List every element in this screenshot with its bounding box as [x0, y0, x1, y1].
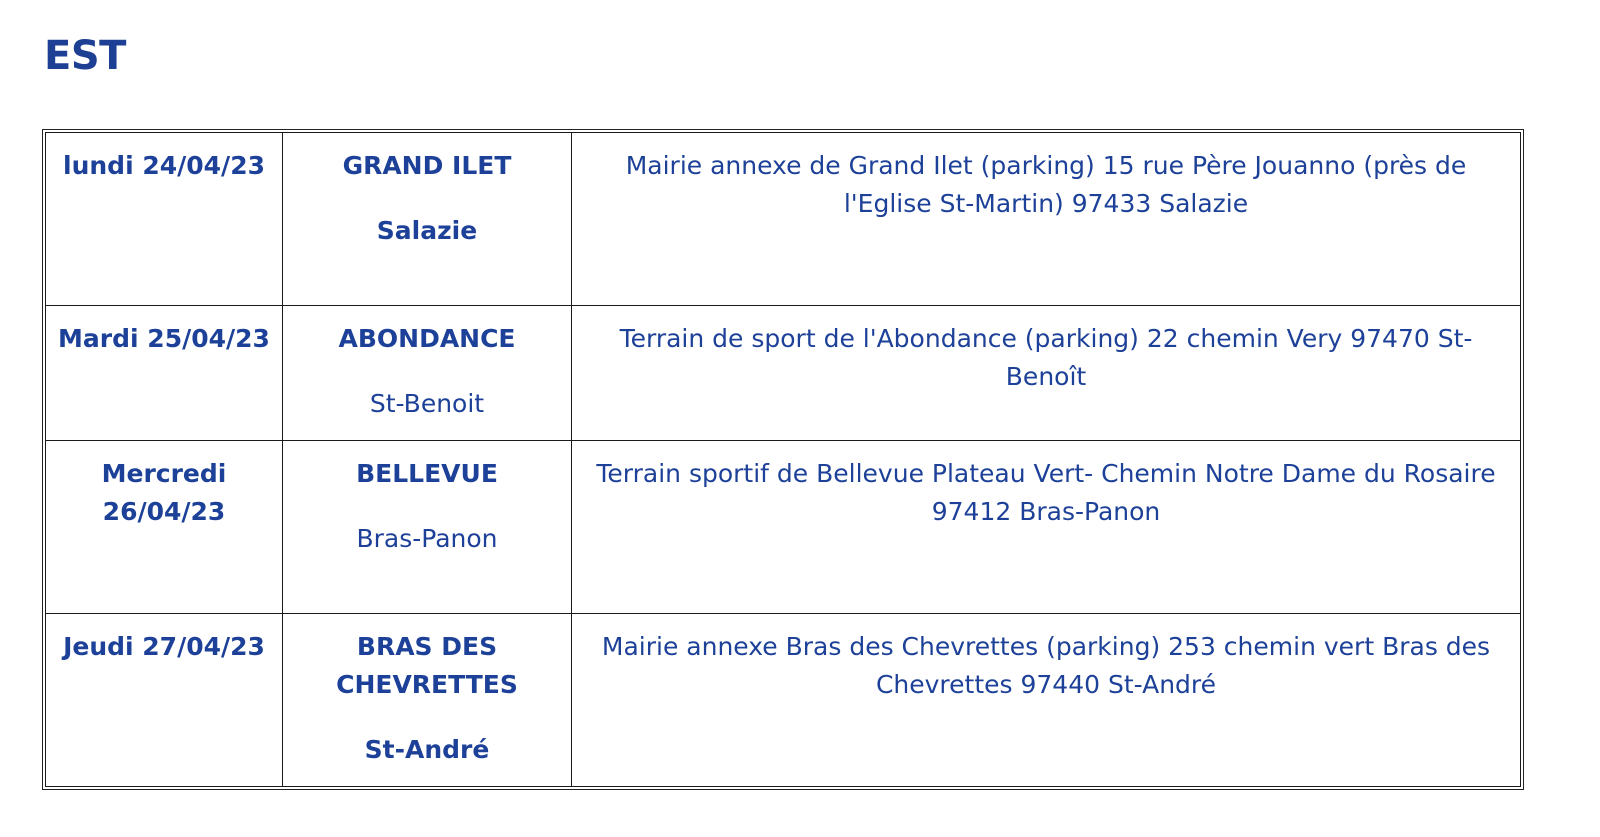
date-text: Jeudi 27/04/23 [63, 632, 265, 661]
address-text: Terrain de sport de l'Abondance (parking) 22 chemin Very 97470 St-Benoît [619, 324, 1473, 391]
table-row [46, 441, 1521, 614]
place-name: ABONDANCE [338, 324, 516, 353]
date-cell [46, 306, 283, 441]
table-row [46, 133, 1521, 306]
address-cell [572, 614, 1521, 787]
address-text: Mairie annexe de Grand Ilet (parking) 15 rue Père Jouanno (près de l'Eglise St-Martin) 97433 Salazie [625, 151, 1467, 218]
schedule-table [45, 132, 1521, 787]
date-cell [46, 614, 283, 787]
page-title: EST [44, 33, 126, 79]
date-text: Mercredi 26/04/23 [101, 459, 227, 526]
commune-name: St-André [364, 735, 490, 764]
place-name: BRAS DES CHEVRETTES [336, 632, 518, 699]
place-cell [283, 306, 572, 441]
address-text: Terrain sportif de Bellevue Plateau Vert- Chemin Notre Dame du Rosaire 97412 Bras-Panon [596, 459, 1496, 526]
address-cell [572, 306, 1521, 441]
schedule-table-frame [42, 129, 1524, 790]
date-text: Mardi 25/04/23 [58, 324, 270, 353]
commune-name: Salazie [376, 216, 478, 245]
address-cell [572, 133, 1521, 306]
commune-name: Bras-Panon [356, 524, 498, 553]
place-cell [283, 614, 572, 787]
date-cell [46, 133, 283, 306]
table-row [46, 614, 1521, 787]
place-name: GRAND ILET [342, 151, 512, 180]
place-cell [283, 441, 572, 614]
table-row [46, 306, 1521, 441]
address-cell [572, 441, 1521, 614]
date-cell [46, 441, 283, 614]
commune-name: St-Benoit [369, 389, 485, 418]
place-cell [283, 133, 572, 306]
date-text: lundi 24/04/23 [63, 151, 265, 180]
address-text: Mairie annexe Bras des Chevrettes (parking) 253 chemin vert Bras des Chevrettes 97440 St-André [601, 632, 1491, 699]
place-name: BELLEVUE [356, 459, 498, 488]
